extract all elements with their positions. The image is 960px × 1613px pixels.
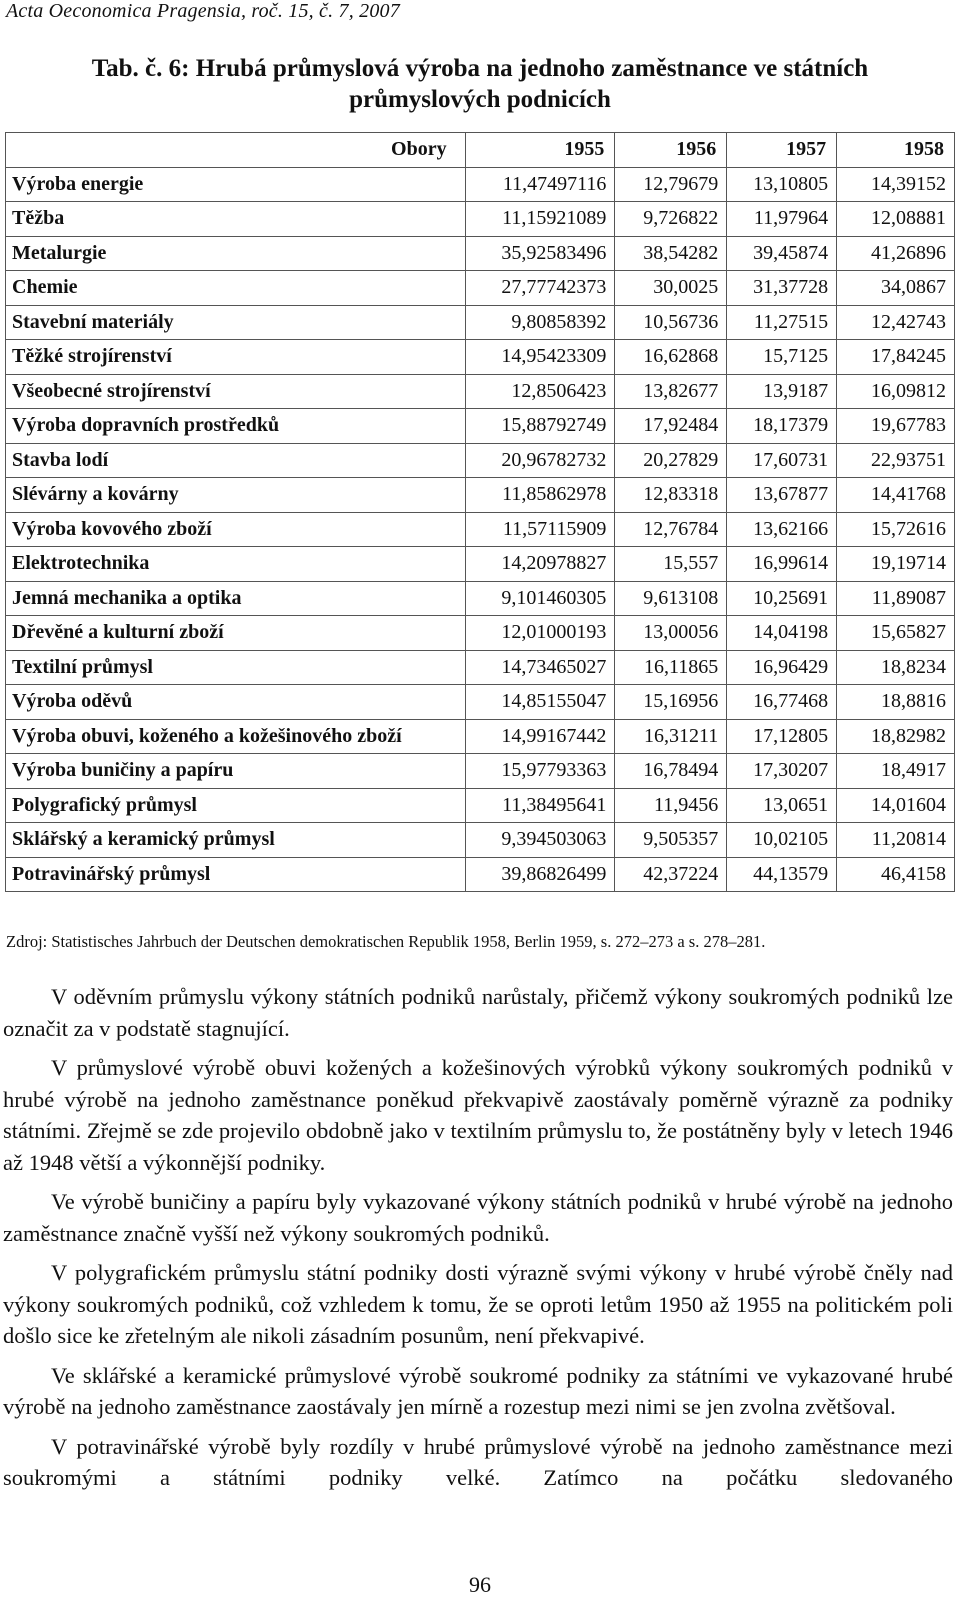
row-value: 11,27515 <box>727 305 837 340</box>
row-value: 17,92484 <box>615 409 727 444</box>
row-value: 12,8506423 <box>465 374 615 409</box>
row-value: 14,73465027 <box>465 650 615 685</box>
row-value: 11,57115909 <box>465 512 615 547</box>
row-value: 16,31211 <box>615 719 727 754</box>
row-value: 9,394503063 <box>465 823 615 858</box>
table-row <box>6 823 955 858</box>
paragraph: Ve sklářské a keramické průmyslové výrobě soukromé podniky za státními ve vykazované hrubé výrobě na jednoho zaměstnance zaostávaly jen mírně a rozestup mezi nimi se jen zvolna zvětšoval. <box>3 1362 953 1419</box>
row-value: 16,78494 <box>615 754 727 789</box>
row-label: Chemie <box>6 271 466 306</box>
row-value: 9,726822 <box>615 202 727 237</box>
table-row <box>6 374 955 409</box>
row-value: 15,97793363 <box>465 754 615 789</box>
table-row <box>6 754 955 789</box>
table-row <box>6 409 955 444</box>
row-value: 31,37728 <box>727 271 837 306</box>
row-value: 34,0867 <box>837 271 955 306</box>
row-label: Výroba kovového zboží <box>6 512 466 547</box>
paragraph: V potravinářské výrobě byly rozdíly v hrubé průmyslové výrobě na jednoho zaměstnance mezi soukromými a státními podniky velké. Zatímco na počátku sledovaného <box>3 1433 953 1490</box>
row-label: Těžba <box>6 202 466 237</box>
row-value: 18,17379 <box>727 409 837 444</box>
row-value: 15,88792749 <box>465 409 615 444</box>
data-table <box>5 132 955 892</box>
table-row <box>6 202 955 237</box>
row-value: 20,27829 <box>615 443 727 478</box>
table-title-line-2: průmyslových podnicích <box>349 86 611 113</box>
row-value: 16,77468 <box>727 685 837 720</box>
table-row <box>6 581 955 616</box>
row-label: Výroba energie <box>6 167 466 202</box>
row-label: Všeobecné strojírenství <box>6 374 466 409</box>
row-label: Výroba dopravních prostředků <box>6 409 466 444</box>
row-value: 14,20978827 <box>465 547 615 582</box>
row-value: 18,82982 <box>837 719 955 754</box>
row-label: Metalurgie <box>6 236 466 271</box>
row-value: 11,9456 <box>615 788 727 823</box>
table-row <box>6 478 955 513</box>
row-label: Jemná mechanika a optika <box>6 581 466 616</box>
row-value: 15,7125 <box>727 340 837 375</box>
paragraph: Ve výrobě buničiny a papíru byly vykazované výkony státních podniků v hrubé výrobě na jednoho zaměstnance značně vyšší než výkony soukromých podniků. <box>3 1189 953 1246</box>
table-row <box>6 167 955 202</box>
row-label: Výroba obuvi, koženého a kožešinového zboží <box>6 719 466 754</box>
row-value: 12,76784 <box>615 512 727 547</box>
table-row <box>6 788 955 823</box>
table-row <box>6 857 955 892</box>
row-label: Stavební materiály <box>6 305 466 340</box>
row-value: 13,62166 <box>727 512 837 547</box>
row-value: 16,96429 <box>727 650 837 685</box>
row-value: 13,82677 <box>615 374 727 409</box>
row-value: 13,10805 <box>727 167 837 202</box>
table-header-row <box>6 133 955 168</box>
row-label: Slévárny a kovárny <box>6 478 466 513</box>
row-value: 14,85155047 <box>465 685 615 720</box>
header-1956: 1956 <box>615 133 727 168</box>
row-value: 13,0651 <box>727 788 837 823</box>
row-label: Dřevěné a kulturní zboží <box>6 616 466 651</box>
row-label: Potravinářský průmysl <box>6 857 466 892</box>
row-value: 18,8234 <box>837 650 955 685</box>
table-body <box>6 167 955 892</box>
row-value: 10,25691 <box>727 581 837 616</box>
row-value: 11,85862978 <box>465 478 615 513</box>
row-value: 13,67877 <box>727 478 837 513</box>
row-value: 16,99614 <box>727 547 837 582</box>
row-value: 11,97964 <box>727 202 837 237</box>
row-value: 19,19714 <box>837 547 955 582</box>
row-value: 15,557 <box>615 547 727 582</box>
row-value: 16,11865 <box>615 650 727 685</box>
row-value: 12,79679 <box>615 167 727 202</box>
table-row <box>6 616 955 651</box>
row-value: 15,16956 <box>615 685 727 720</box>
table-row <box>6 443 955 478</box>
table-row <box>6 340 955 375</box>
row-value: 35,92583496 <box>465 236 615 271</box>
table-row <box>6 650 955 685</box>
page-number: 96 <box>469 1572 491 1597</box>
row-label: Polygrafický průmysl <box>6 788 466 823</box>
row-value: 14,01604 <box>837 788 955 823</box>
row-value: 10,56736 <box>615 305 727 340</box>
table-row <box>6 685 955 720</box>
paragraph: V průmyslové výrobě obuvi kožených a kožešinových výrobků výkony soukromých podniků v hrubé výrobě na jednoho zaměstnance poněkud překvapivě zaostávaly poměrně výrazně za podniky státními. Zřejmě se zde projevilo obdobně jako v textilním průmyslu to, že postátněny byly v letech 1946 až 1948 větší a výkonnější podniky. <box>3 1055 953 1175</box>
row-value: 14,39152 <box>837 167 955 202</box>
header-1957: 1957 <box>727 133 837 168</box>
row-value: 17,12805 <box>727 719 837 754</box>
running-head: Acta Oeconomica Pragensia, roč. 15, č. 7, 2007 <box>6 0 400 22</box>
row-value: 13,9187 <box>727 374 837 409</box>
header-1955: 1955 <box>465 133 615 168</box>
table-row <box>6 236 955 271</box>
row-label: Stavba lodí <box>6 443 466 478</box>
row-value: 11,89087 <box>837 581 955 616</box>
row-value: 14,95423309 <box>465 340 615 375</box>
row-value: 9,101460305 <box>465 581 615 616</box>
row-label: Elektrotechnika <box>6 547 466 582</box>
row-value: 15,65827 <box>837 616 955 651</box>
row-value: 46,4158 <box>837 857 955 892</box>
table-title <box>0 53 960 115</box>
table-row <box>6 271 955 306</box>
row-value: 12,01000193 <box>465 616 615 651</box>
row-label: Výroba oděvů <box>6 685 466 720</box>
table-row <box>6 547 955 582</box>
table-row <box>6 512 955 547</box>
row-value: 44,13579 <box>727 857 837 892</box>
row-value: 12,83318 <box>615 478 727 513</box>
row-value: 13,00056 <box>615 616 727 651</box>
row-value: 11,47497116 <box>465 167 615 202</box>
row-value: 10,02105 <box>727 823 837 858</box>
header-1958: 1958 <box>837 133 955 168</box>
row-value: 22,93751 <box>837 443 955 478</box>
row-value: 18,8816 <box>837 685 955 720</box>
row-value: 19,67783 <box>837 409 955 444</box>
row-value: 17,30207 <box>727 754 837 789</box>
row-label: Sklářský a keramický průmysl <box>6 823 466 858</box>
paragraph: V polygrafickém průmyslu státní podniky dosti výrazně svými výkony v hrubé výrobě čněly nad výkony soukromých podniků, což vzhledem k tomu, že se oproti letům 1950 až 1955 na politickém poli došlo sice ke zřetelným ale nikoli zásadním posunům, není překvapivé. <box>3 1260 953 1348</box>
row-value: 15,72616 <box>837 512 955 547</box>
source-note: Zdroj: Statistisches Jahrbuch der Deutschen demokratischen Republik 1958, Berlin 1959, s. 272–273 a s. 278–281. <box>6 932 766 951</box>
row-value: 18,4917 <box>837 754 955 789</box>
row-value: 14,04198 <box>727 616 837 651</box>
table-row <box>6 719 955 754</box>
table-row <box>6 305 955 340</box>
row-value: 12,08881 <box>837 202 955 237</box>
row-value: 17,60731 <box>727 443 837 478</box>
row-value: 11,38495641 <box>465 788 615 823</box>
row-value: 9,80858392 <box>465 305 615 340</box>
row-value: 30,0025 <box>615 271 727 306</box>
row-value: 17,84245 <box>837 340 955 375</box>
header-obory: Obory <box>6 133 466 168</box>
row-value: 14,41768 <box>837 478 955 513</box>
row-value: 9,613108 <box>615 581 727 616</box>
row-value: 39,45874 <box>727 236 837 271</box>
row-value: 42,37224 <box>615 857 727 892</box>
row-value: 14,99167442 <box>465 719 615 754</box>
row-label: Výroba buničiny a papíru <box>6 754 466 789</box>
row-label: Textilní průmysl <box>6 650 466 685</box>
table-title-line-1: Tab. č. 6: Hrubá průmyslová výroba na jednoho zaměstnance ve státních <box>91 55 869 82</box>
row-value: 41,26896 <box>837 236 955 271</box>
row-value: 38,54282 <box>615 236 727 271</box>
row-value: 39,86826499 <box>465 857 615 892</box>
row-value: 11,20814 <box>837 823 955 858</box>
row-value: 11,15921089 <box>465 202 615 237</box>
paragraph: V oděvním průmyslu výkony státních podniků narůstaly, přičemž výkony soukromých podniků lze označit za v podstatě stagnující. <box>3 984 953 1041</box>
row-value: 9,505357 <box>615 823 727 858</box>
row-label: Těžké strojírenství <box>6 340 466 375</box>
row-value: 16,62868 <box>615 340 727 375</box>
row-value: 16,09812 <box>837 374 955 409</box>
row-value: 12,42743 <box>837 305 955 340</box>
body-text <box>3 981 953 1502</box>
row-value: 27,77742373 <box>465 271 615 306</box>
row-value: 20,96782732 <box>465 443 615 478</box>
